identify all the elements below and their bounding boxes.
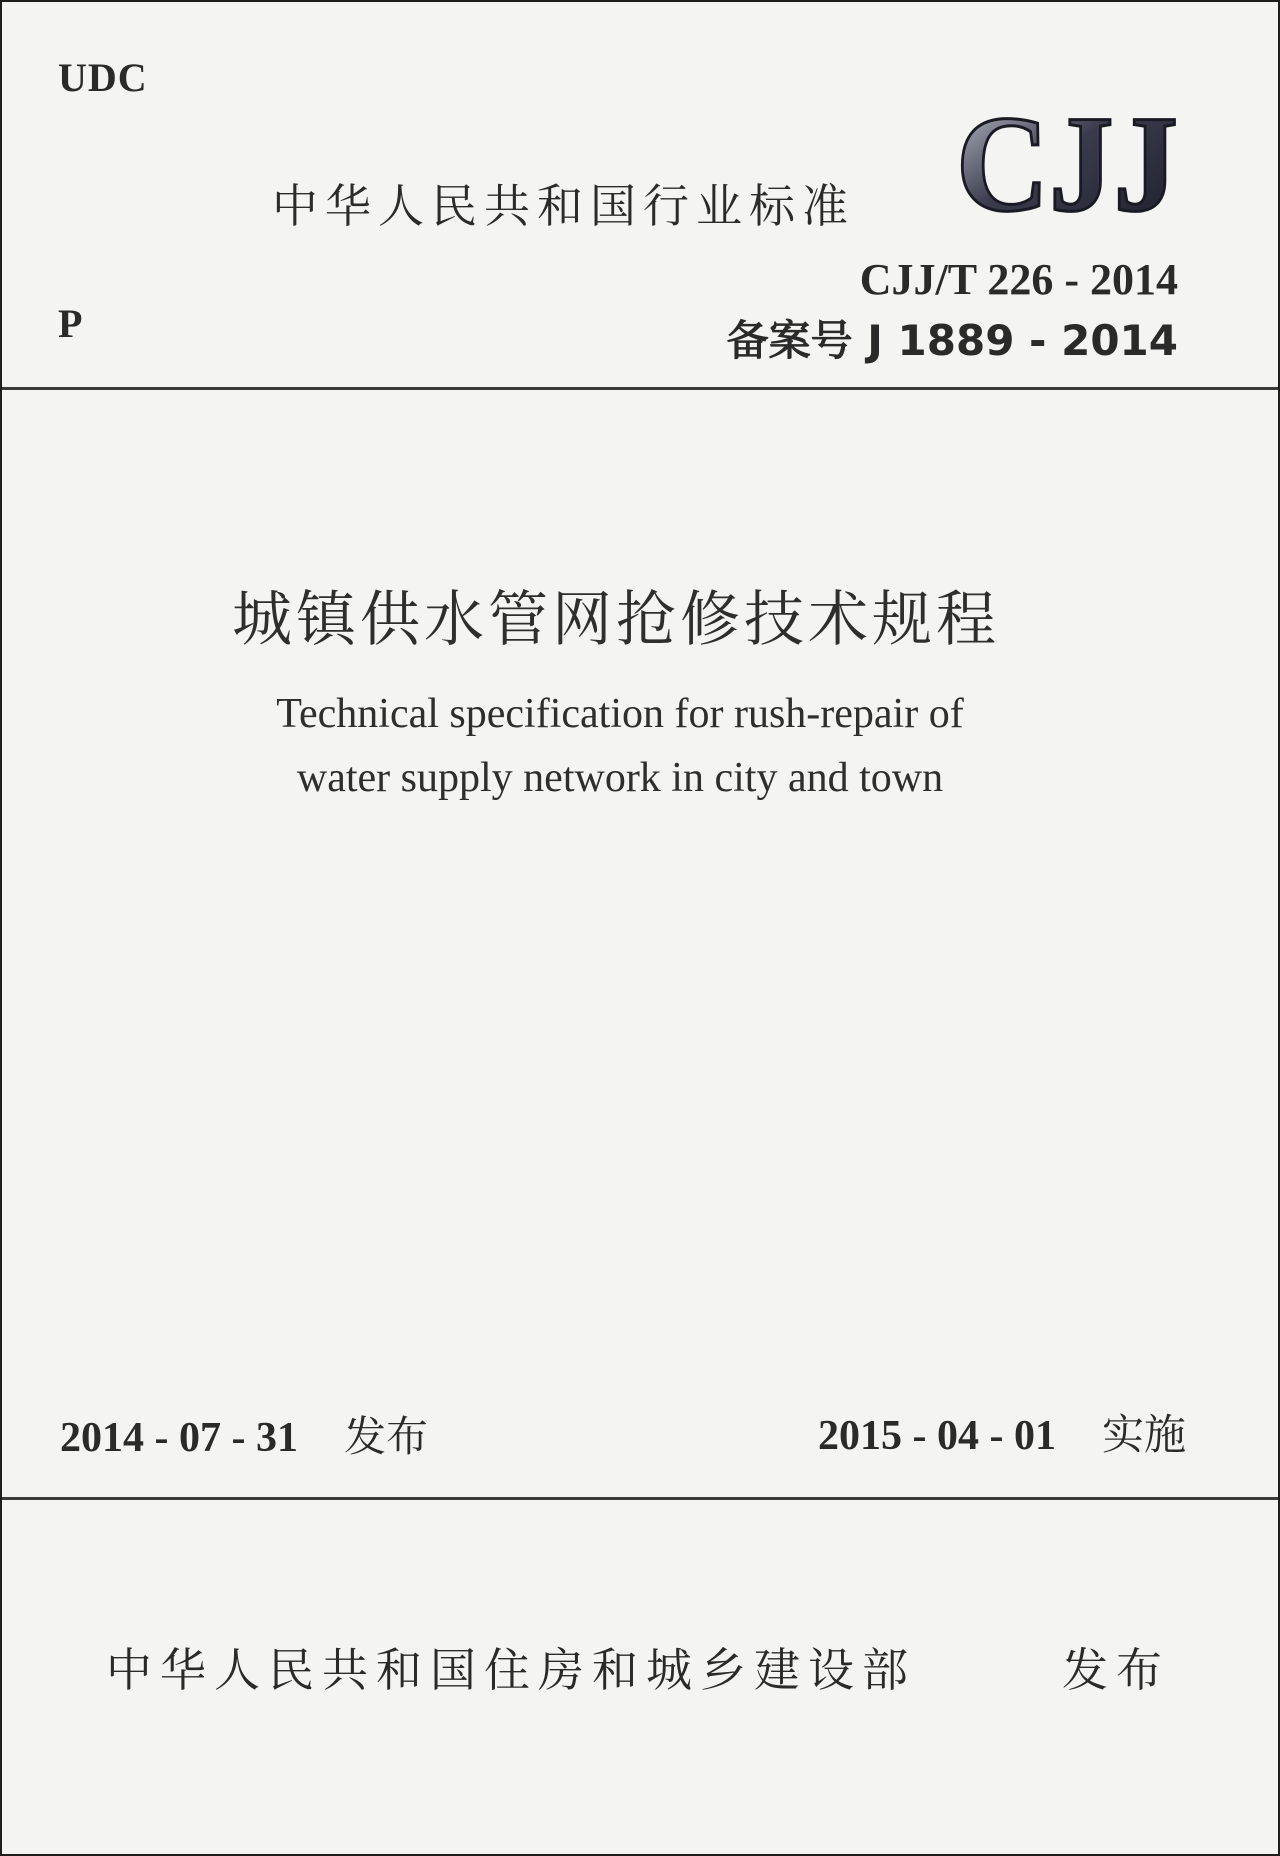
issue-date: 2014 - 07 - 31 <box>60 1415 298 1461</box>
title-english-line1: Technical specification for rush-repair of <box>276 691 964 737</box>
effective-date-block <box>818 1402 1186 1462</box>
publisher-action: 发布 <box>1062 1643 1170 1697</box>
title-chinese: 城镇供水管网抢修技术规程 <box>232 585 1000 655</box>
issue-date-block <box>60 1404 428 1464</box>
bottom-divider <box>2 1497 1278 1500</box>
standard-number: CJJ/T 226 - 2014 <box>859 255 1178 304</box>
effective-label: 实施 <box>1101 1410 1186 1459</box>
title-english-line2: water supply network in city and town <box>296 755 944 801</box>
effective-date: 2015 - 04 - 01 <box>818 1413 1056 1459</box>
classification-code: P <box>58 301 83 346</box>
cjj-logo <box>952 102 1182 222</box>
cjj-logo-text: CJJ <box>956 102 1178 222</box>
record-number: 备案号 J 1889 - 2014 <box>726 316 1178 365</box>
udc-label: UDC <box>58 55 148 100</box>
top-divider <box>2 387 1278 390</box>
issue-label: 发布 <box>343 1412 428 1461</box>
publisher-name: 中华人民共和国住房和城乡建设部 <box>106 1643 916 1697</box>
standard-type-heading: 中华人民共和国行业标准 <box>272 179 855 233</box>
